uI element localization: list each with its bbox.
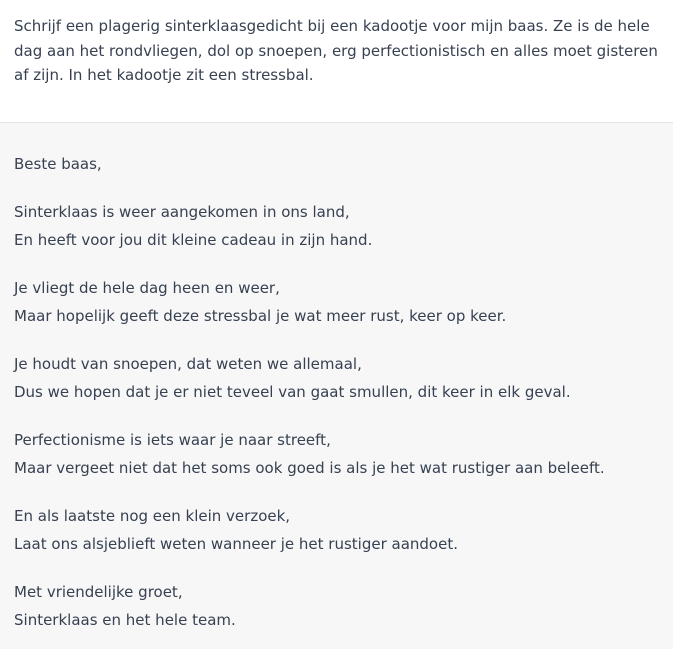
poem-line: Perfectionisme is iets waar je naar streeft,	[14, 431, 331, 449]
greeting	[14, 150, 659, 178]
closing-line: Met vriendelijke groet,	[14, 583, 183, 601]
poem-line: Dus we hopen dat je er niet teveel van gaat smullen, dit keer in elk geval.	[14, 383, 571, 401]
closing	[14, 578, 659, 634]
greeting-line: Beste baas,	[14, 155, 102, 173]
stanza-2	[14, 274, 659, 330]
assistant-response	[0, 123, 673, 649]
prompt-text: Schrijf een plagerig sinterklaasgedicht bij een kadootje voor mijn baas. Ze is de hele dag aan het rondvliegen, dol op snoepen, erg perfectionistisch en alles moet gisteren af zijn. In het kadootje zit een stressbal.	[14, 17, 658, 84]
poem-line: Maar hopelijk geeft deze stressbal je wat meer rust, keer op keer.	[14, 307, 507, 325]
stanza-5	[14, 502, 659, 558]
stanza-4	[14, 426, 659, 482]
poem-line: Sinterklaas is weer aangekomen in ons land,	[14, 203, 350, 221]
poem-line: Laat ons alsjeblieft weten wanneer je het rustiger aandoet.	[14, 535, 458, 553]
poem-line: Je houdt van snoepen, dat weten we allemaal,	[14, 355, 362, 373]
poem-line: Je vliegt de hele dag heen en weer,	[14, 279, 280, 297]
poem-line: Maar vergeet niet dat het soms ook goed is als je het wat rustiger aan beleeft.	[14, 459, 605, 477]
stanza-3	[14, 350, 659, 406]
poem-line: En heeft voor jou dit kleine cadeau in zijn hand.	[14, 231, 373, 249]
poem-line: En als laatste nog een klein verzoek,	[14, 507, 291, 525]
stanza-1	[14, 198, 659, 254]
closing-line: Sinterklaas en het hele team.	[14, 611, 236, 629]
user-prompt	[0, 0, 673, 123]
